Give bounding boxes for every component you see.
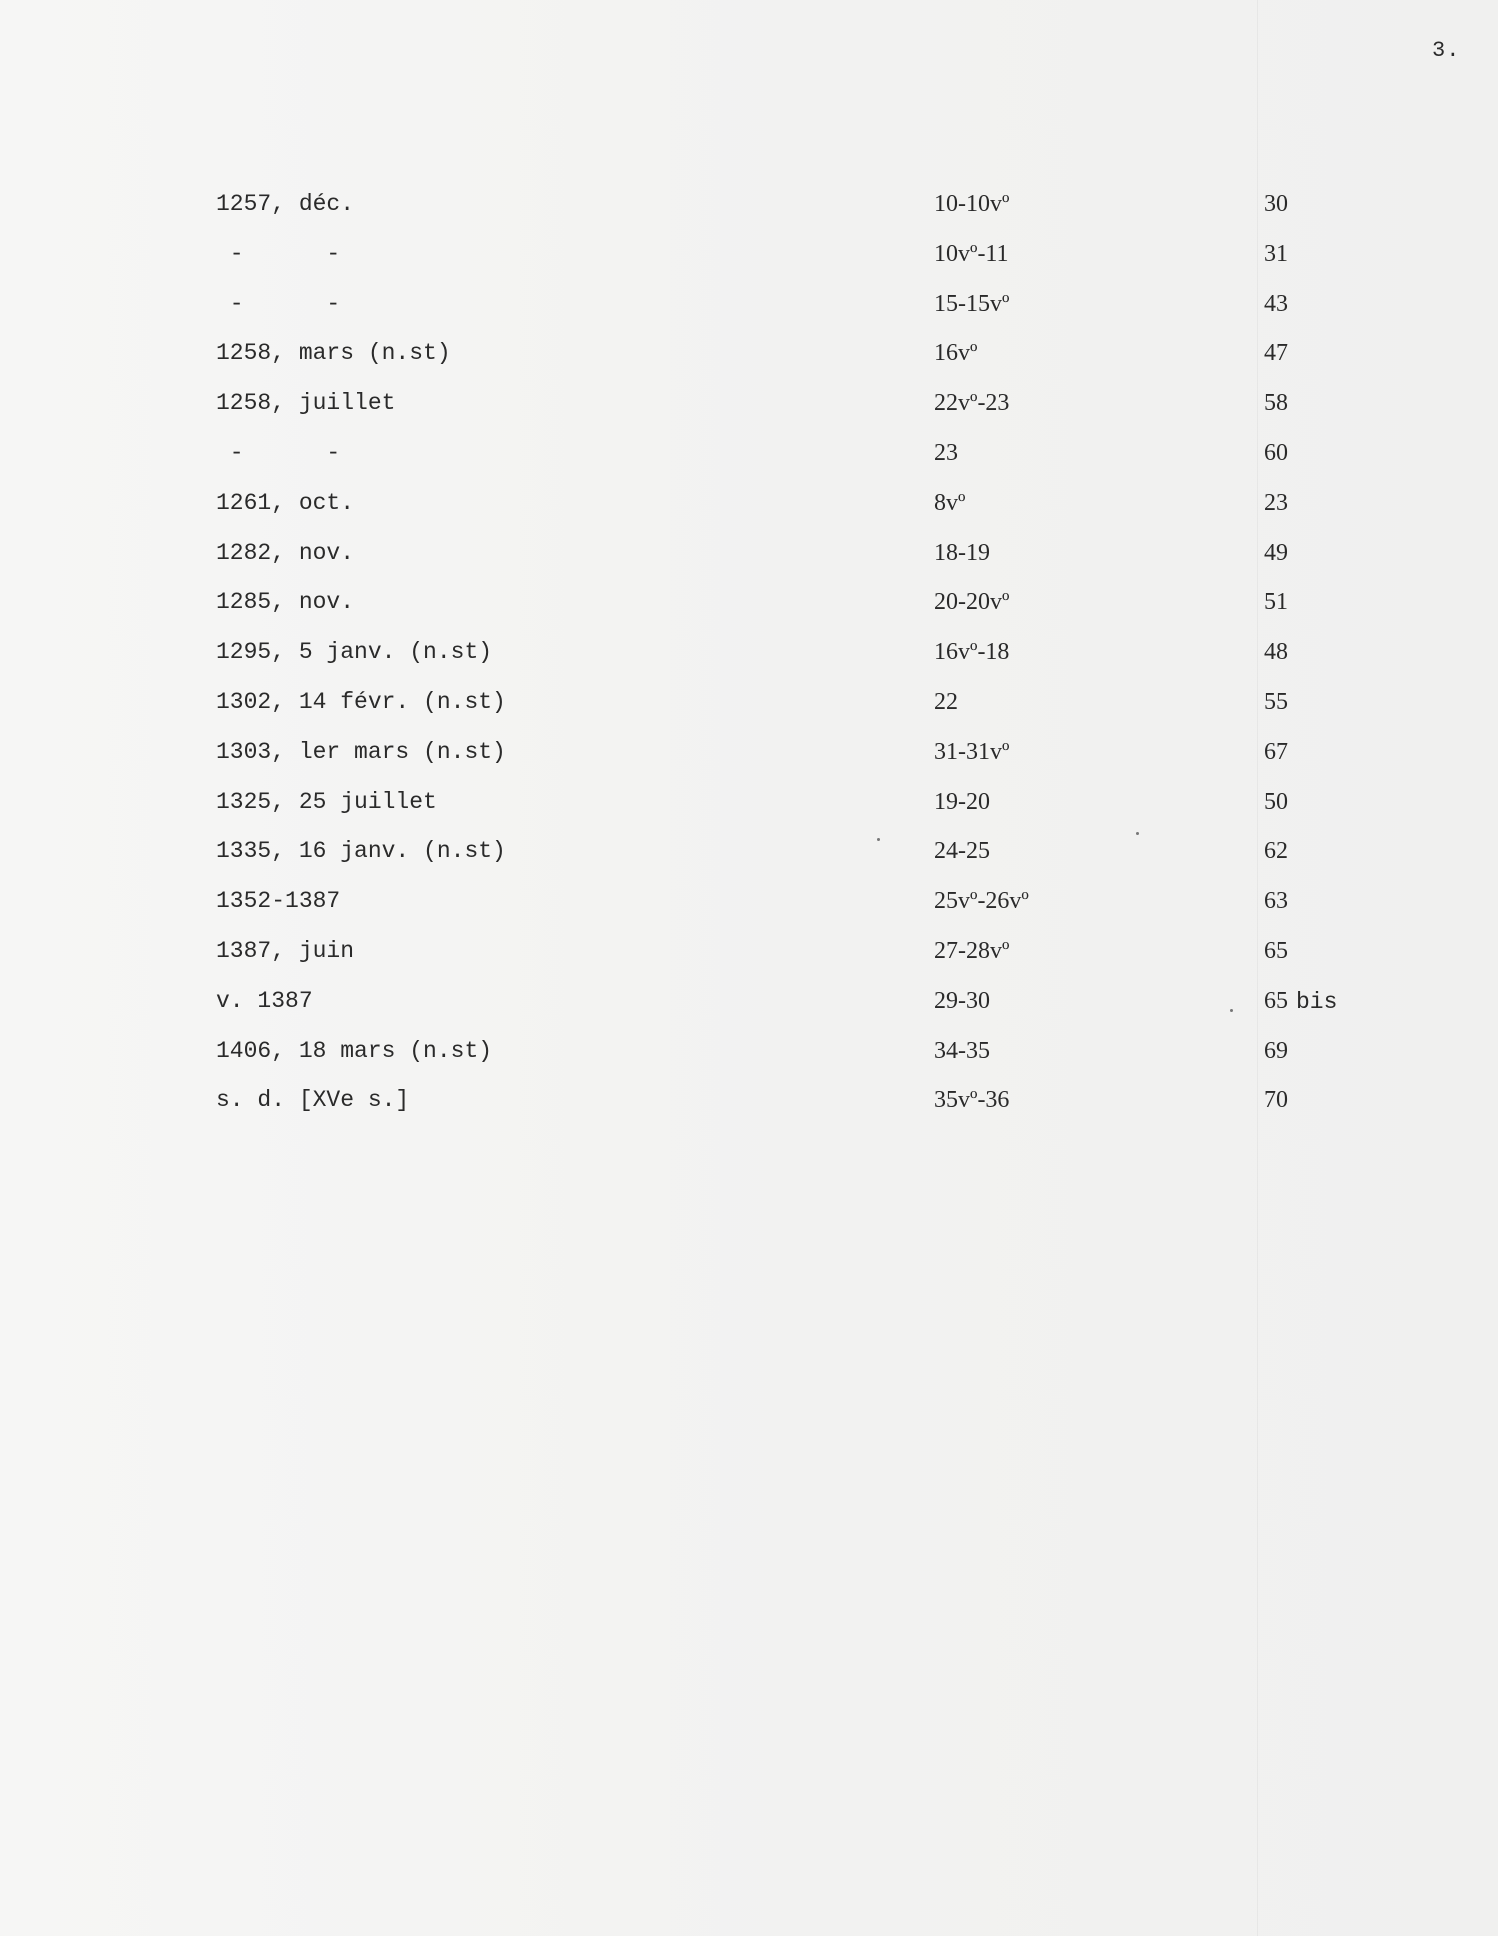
table-row	[0, 180, 1498, 230]
number-value: 48	[1264, 639, 1288, 666]
folio-cell: 22vº-23	[934, 390, 1010, 417]
number-value: 58	[1264, 390, 1288, 417]
folio-cell: 27-28vº	[934, 937, 1010, 964]
table-row	[0, 1076, 1498, 1126]
number-value: 69	[1264, 1037, 1288, 1064]
number-value: 23	[1264, 489, 1288, 516]
number-cell	[1264, 230, 1296, 281]
table-row	[0, 827, 1498, 877]
number-value: 51	[1264, 589, 1288, 616]
number-value: 62	[1264, 838, 1288, 865]
date-cell: 1325, 25 juillet	[216, 788, 437, 815]
folio-cell: 35vº-36	[934, 1087, 1010, 1114]
number-value: 67	[1264, 738, 1288, 765]
number-value: 63	[1264, 888, 1288, 915]
folio-cell: 34-35	[934, 1037, 990, 1064]
number-value: 43	[1264, 290, 1288, 317]
date-cell: 1302, 14 févr. (n.st)	[216, 688, 506, 715]
date-cell: - -	[216, 240, 341, 267]
date-cell: - -	[216, 290, 341, 317]
number-cell	[1264, 329, 1296, 380]
date-cell: 1261, oct.	[216, 489, 355, 516]
number-suffix: bis	[1296, 988, 1338, 1015]
table-row	[0, 529, 1498, 579]
folio-cell: 20-20vº	[934, 589, 1010, 616]
date-cell: - -	[216, 439, 341, 466]
number-value: 47	[1264, 340, 1288, 367]
table-row	[0, 778, 1498, 828]
page-number: 3.	[1432, 38, 1461, 63]
number-cell	[1264, 578, 1296, 629]
number-cell	[1264, 280, 1296, 331]
folio-cell: 23	[934, 439, 958, 466]
table-row	[0, 429, 1498, 479]
paper-speck	[1230, 1009, 1233, 1012]
folio-cell: 15-15vº	[934, 290, 1010, 317]
date-cell: 1257, déc.	[216, 191, 355, 217]
number-value: 49	[1264, 539, 1288, 566]
folio-cell: 24-25	[934, 838, 990, 865]
paper-speck	[1136, 832, 1139, 835]
index-table	[0, 180, 1498, 1126]
number-cell	[1264, 379, 1296, 430]
date-cell: 1335, 16 janv. (n.st)	[216, 838, 506, 865]
number-cell	[1264, 728, 1296, 779]
number-value: 55	[1264, 688, 1288, 715]
number-cell	[1264, 628, 1296, 679]
date-cell: 1282, nov.	[216, 539, 355, 566]
folio-cell: 29-30	[934, 987, 990, 1014]
number-value: 31	[1264, 240, 1288, 267]
number-cell	[1264, 479, 1296, 530]
number-cell	[1264, 1027, 1296, 1078]
number-value: 70	[1264, 1087, 1288, 1114]
number-cell	[1264, 827, 1296, 878]
table-row	[0, 379, 1498, 429]
date-cell: 1258, juillet	[216, 390, 396, 417]
folio-cell: 19-20	[934, 788, 990, 815]
number-cell	[1264, 180, 1296, 231]
folio-cell: 10-10vº	[934, 191, 1010, 217]
number-cell	[1264, 678, 1296, 729]
folio-cell: 18-19	[934, 539, 990, 566]
date-cell: 1258, mars (n.st)	[216, 340, 451, 367]
number-value: 30	[1264, 191, 1288, 217]
table-row	[0, 230, 1498, 280]
number-cell	[1264, 429, 1296, 480]
table-row	[0, 728, 1498, 778]
date-cell: 1406, 18 mars (n.st)	[216, 1037, 493, 1064]
paper-speck	[877, 838, 880, 841]
number-cell	[1264, 877, 1296, 928]
folio-cell: 8vº	[934, 489, 966, 516]
date-cell: 1352-1387	[216, 888, 341, 915]
table-row	[0, 329, 1498, 379]
table-row	[0, 479, 1498, 529]
date-cell: 1295, 5 janv. (n.st)	[216, 639, 493, 666]
table-row	[0, 578, 1498, 628]
date-cell: 1303, ler mars (n.st)	[216, 738, 506, 765]
folio-cell: 16vº	[934, 340, 978, 367]
folio-cell: 16vº-18	[934, 639, 1010, 666]
number-value: 65	[1264, 937, 1288, 964]
number-cell	[1264, 1076, 1296, 1127]
folio-cell: 10vº-11	[934, 240, 1009, 267]
number-cell	[1264, 778, 1296, 829]
folio-cell: 22	[934, 688, 958, 715]
date-cell: v. 1387	[216, 987, 313, 1014]
table-row	[0, 280, 1498, 330]
number-cell	[1264, 529, 1296, 580]
date-cell: 1285, nov.	[216, 589, 355, 616]
table-row	[0, 977, 1498, 1027]
folio-cell: 31-31vº	[934, 738, 1010, 765]
folio-cell: 25vº-26vº	[934, 888, 1029, 915]
table-row	[0, 877, 1498, 927]
number-value: 60	[1264, 439, 1288, 466]
date-cell: s. d. [XVe s.]	[216, 1087, 410, 1114]
number-value: 65	[1264, 987, 1288, 1014]
number-cell	[1264, 977, 1337, 1028]
table-row	[0, 628, 1498, 678]
table-row	[0, 1027, 1498, 1077]
date-cell: 1387, juin	[216, 937, 355, 964]
number-cell	[1264, 927, 1296, 978]
number-value: 50	[1264, 788, 1288, 815]
table-row	[0, 927, 1498, 977]
table-row	[0, 678, 1498, 728]
